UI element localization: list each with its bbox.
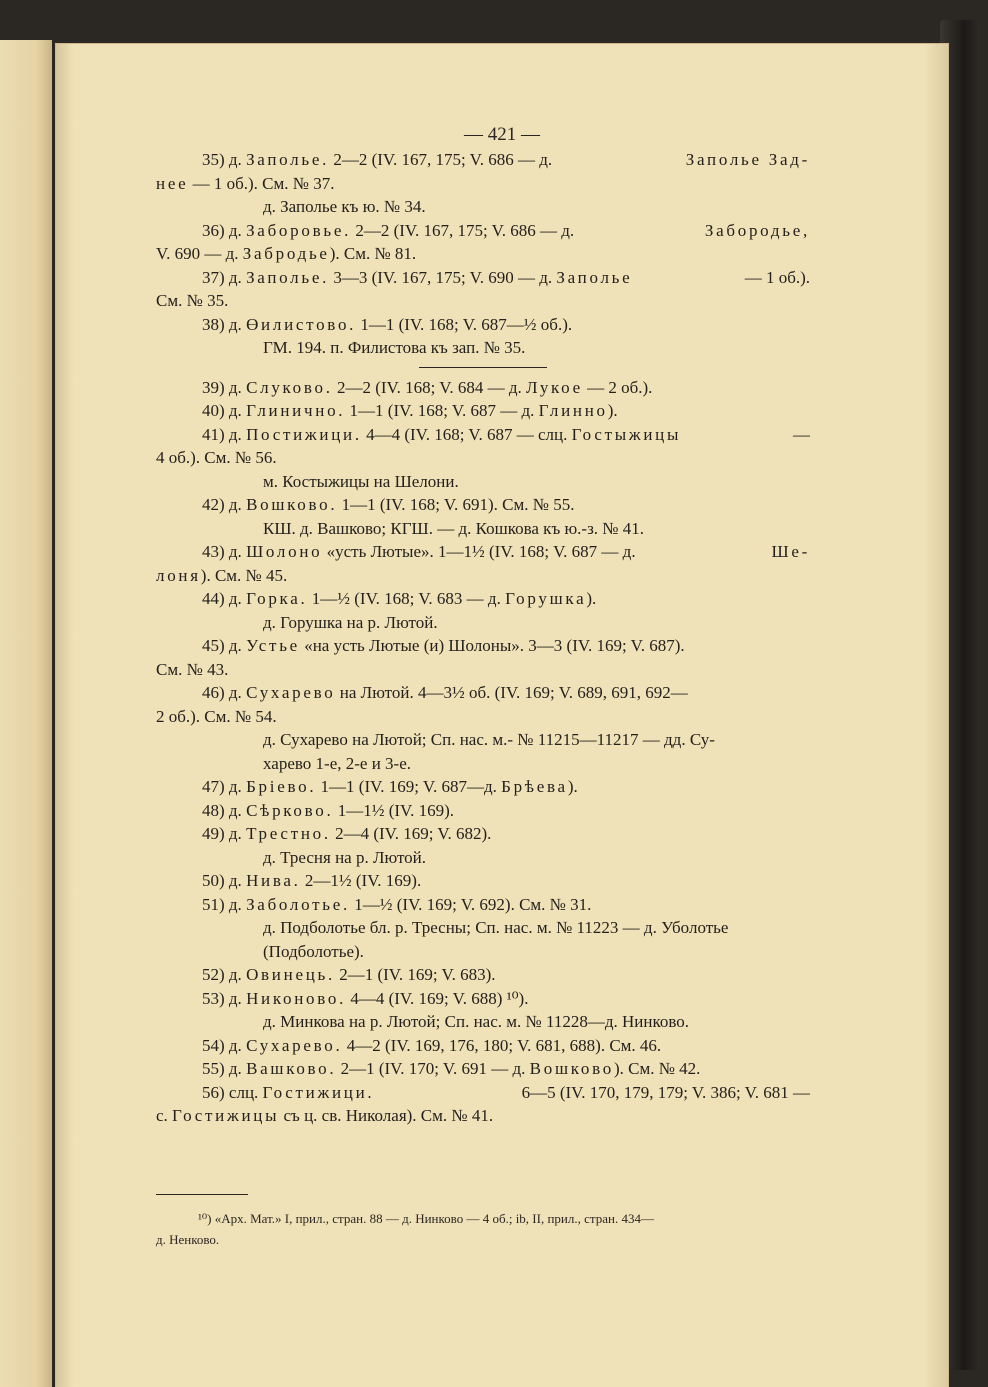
text-line: 55) д. Вашково. 2—1 (IV. 170; V. 691 — д. Вошково). См. № 42.: [202, 1059, 701, 1078]
text-line: 49) д. Трестно. 2—4 (IV. 169; V. 682).: [202, 824, 492, 843]
text-line: 53) д. Никоново. 4—4 (IV. 169; V. 688) ¹⁰).: [202, 988, 529, 1008]
text-line: 54) д. Сухарево. 4—2 (IV. 169, 176, 180; V. 681, 688). См. 46.: [202, 1035, 662, 1055]
text-line: 50) д. Нива. 2—1½ (IV. 169).: [202, 871, 422, 890]
text-line: 51) д. Заболотье. 1—½ (IV. 169; V. 692). См. № 31.: [202, 894, 592, 914]
text-line: 37) д. Заполье. 3—3 (IV. 167, 175; V. 690 — д. Заполье — 1 об.).: [202, 267, 810, 287]
text-line: лоня). См. № 45.: [156, 565, 288, 585]
footnote-line: д. Ненково.: [156, 1232, 220, 1247]
text-line: 47) д. Бріево. 1—1 (IV. 169; V. 687—д. Брѣева).: [202, 777, 578, 796]
footnote-rule: [156, 1194, 248, 1195]
text-line: КШ. д. Вашково; КГШ. — д. Кошкова къ ю.-з. № 41.: [263, 518, 645, 538]
text-line: См. № 43.: [156, 659, 229, 679]
text-line: См. № 35.: [156, 291, 229, 310]
text-line: 4 об.). См. № 56.: [156, 448, 277, 467]
facing-page-edge: [0, 40, 52, 1387]
text-line: 35) д. Заполье. 2—2 (IV. 167, 175; V. 686 — д. Заполье Зад-: [202, 150, 810, 169]
text-line: харево 1-е, 2-е и 3-е.: [263, 753, 411, 773]
text-line: 46) д. Сухарево на Лютой. 4—3½ об. (IV. 169; V. 689, 691, 692—: [202, 683, 688, 702]
text-line: 52) д. Овинець. 2—1 (IV. 169; V. 683).: [202, 965, 496, 984]
text-line: м. Костыжицы на Шелони.: [263, 471, 459, 491]
text-line: д. Горушка на р. Лютой.: [263, 612, 438, 632]
text-line: 43) д. Шолоно «усть Лютые». 1—1½ (IV. 168; V. 687 — д. Ше-: [202, 542, 810, 561]
text-line: ГМ. 194. п. Филистова къ зап. № 35.: [263, 338, 526, 357]
text-line: 45) д. Устье «на усть Лютые (и) Шолоны». 3—3 (IV. 169; V. 687).: [202, 636, 685, 655]
text-line: 40) д. Глинично. 1—1 (IV. 168; V. 687 — д. Глинно).: [202, 401, 618, 420]
text-line: 56) слц. Гостижици. 6—5 (IV. 170, 179, 179; V. 386; V. 681 —: [202, 1082, 810, 1102]
text-line: 41) д. Постижици. 4—4 (IV. 168; V. 687 — слц. Гостыжицы —: [202, 424, 810, 444]
text-line: 48) д. Сѣрково. 1—1½ (IV. 169).: [202, 800, 455, 820]
main-text: [156, 148, 810, 1128]
text-line: с. Гостижицы съ ц. св. Николая). См. № 41.: [156, 1106, 494, 1125]
text-line: (Подболотье).: [263, 941, 364, 961]
footnote: [156, 1208, 810, 1250]
text-line: нее — 1 об.). См. № 37.: [156, 173, 335, 193]
text-line: д. Подболотье бл. р. Тресны; Сп. нас. м. № 11223 — д. Уболотье: [263, 918, 729, 937]
text-line: 42) д. Вошково. 1—1 (IV. 168; V. 691). См. № 55.: [202, 495, 575, 514]
text-line: д. Тресня на р. Лютой.: [263, 847, 427, 867]
text-line: 2 об.). См. № 54.: [156, 706, 277, 726]
text-line: д. Минкова на р. Лютой; Сп. нас. м. № 11228—д. Нинково.: [263, 1012, 690, 1031]
text-line: 39) д. Слуково. 2—2 (IV. 168; V. 684 — д. Лукое — 2 об.).: [202, 377, 653, 397]
footnote-line: ¹⁰) «Арх. Мат.» I, прил., стран. 88 — д. Нинково — 4 об.; ib, II, прил., стран. 434—: [198, 1211, 654, 1226]
text-line: 36) д. Заборовье. 2—2 (IV. 167, 175; V. 686 — д. Забородье,: [202, 220, 810, 240]
text-line: д. Заполье къ ю. № 34.: [263, 197, 426, 216]
text-line: V. 690 — д. Забродье). См. № 81.: [156, 244, 417, 263]
section-divider: [419, 367, 547, 368]
text-line: 38) д. Өилистово. 1—1 (IV. 168; V. 687—½ об.).: [202, 314, 573, 334]
page-number: — 421 —: [464, 124, 540, 145]
text-line: д. Сухарево на Лютой; Сп. нас. м.- № 11215—11217 — дд. Су-: [263, 730, 715, 749]
text-line: 44) д. Горка. 1—½ (IV. 168; V. 683 — д. Горушка).: [202, 589, 597, 608]
book-page: [56, 44, 948, 1387]
